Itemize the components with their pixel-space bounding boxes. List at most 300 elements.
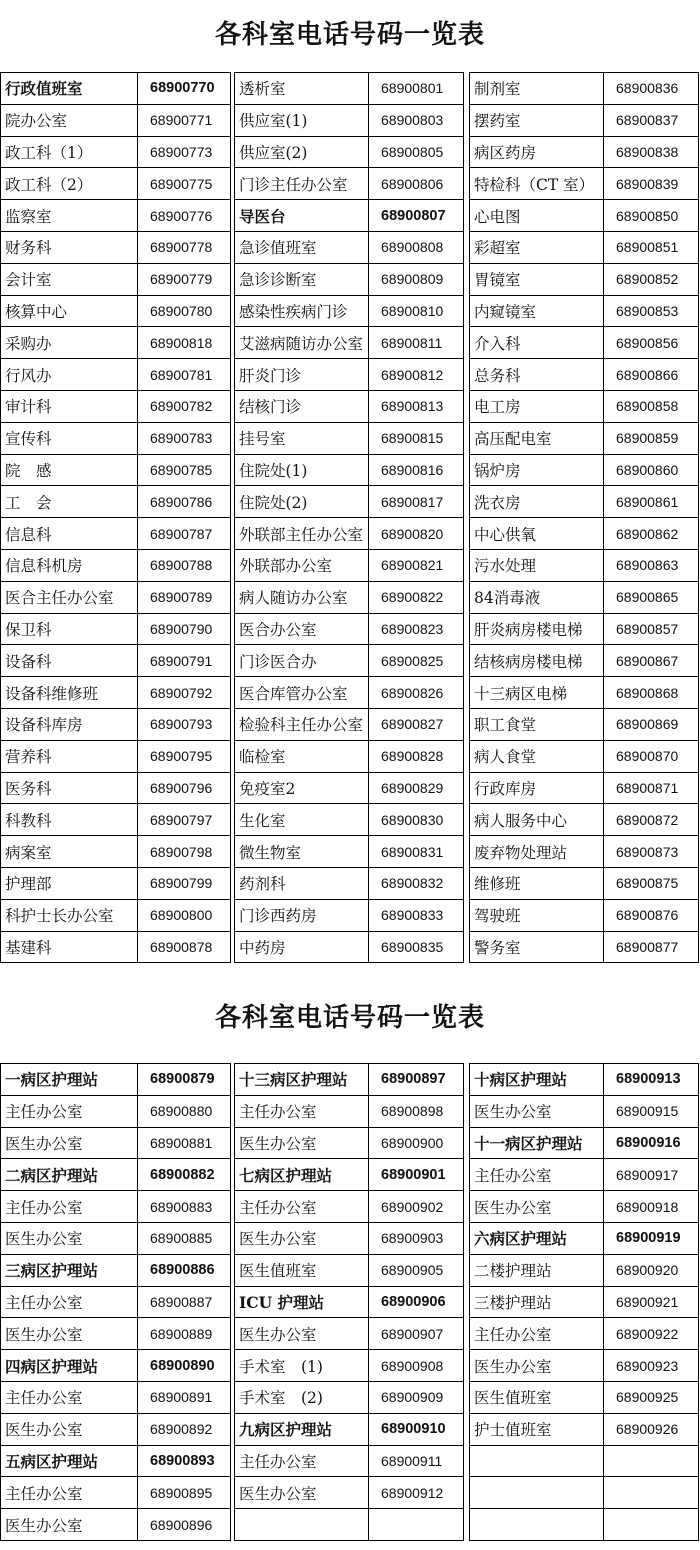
table-row — [235, 581, 464, 613]
table-row — [1, 1318, 231, 1350]
phone-number: 68900882 — [138, 1159, 231, 1191]
department-name: 供应室(1) — [235, 104, 369, 136]
department-name: 医生办公室 — [1, 1318, 138, 1350]
phone-number: 68900821 — [369, 549, 464, 581]
table-row — [470, 1381, 699, 1413]
department-name: 门诊西药房 — [235, 899, 369, 931]
department-name: 电工房 — [470, 390, 604, 422]
table-row — [235, 454, 464, 486]
department-name: 外联部主任办公室 — [235, 518, 369, 550]
department-name: 十三病区护理站 — [235, 1064, 369, 1096]
table-row — [470, 708, 699, 740]
department-name: 医生办公室 — [235, 1222, 369, 1254]
department-name: 医生办公室 — [235, 1477, 369, 1509]
table-row — [235, 359, 464, 391]
department-name: 二楼护理站 — [470, 1254, 604, 1286]
phone-number: 68900902 — [369, 1191, 464, 1223]
phone-number: 68900868 — [604, 677, 699, 709]
department-name: 主任办公室 — [1, 1381, 138, 1413]
department-name: 政工科（1） — [1, 136, 138, 168]
phone-number: 68900908 — [369, 1350, 464, 1382]
phone-number: 68900850 — [604, 200, 699, 232]
department-name: 宣传科 — [1, 422, 138, 454]
table-row — [235, 1254, 464, 1286]
phone-number: 68900792 — [138, 677, 231, 709]
table-row — [1, 1064, 231, 1096]
department-name: 主任办公室 — [1, 1477, 138, 1509]
phone-number: 68900900 — [369, 1127, 464, 1159]
phone-number: 68900851 — [604, 231, 699, 263]
department-name: 透析室 — [235, 73, 369, 105]
department-name: 保卫科 — [1, 613, 138, 645]
table-row — [1, 931, 231, 963]
table-row — [235, 104, 464, 136]
table-row — [470, 104, 699, 136]
table-row — [470, 390, 699, 422]
table-row — [1, 836, 231, 868]
department-name: 三楼护理站 — [470, 1286, 604, 1318]
table-row — [1, 263, 231, 295]
department-name: 中药房 — [235, 931, 369, 963]
directory-column-3 — [469, 72, 699, 963]
table-row — [1, 804, 231, 836]
department-name: 医生办公室 — [1, 1127, 138, 1159]
phone-number: 68900801 — [369, 73, 464, 105]
phone-number: 68900782 — [138, 390, 231, 422]
department-name: 病人食堂 — [470, 740, 604, 772]
table-row — [235, 899, 464, 931]
table-row — [235, 518, 464, 550]
table-row — [1, 581, 231, 613]
phone-number: 68900813 — [369, 390, 464, 422]
phone-number: 68900795 — [138, 740, 231, 772]
table-row — [470, 677, 699, 709]
table-row — [235, 136, 464, 168]
phone-number: 68900781 — [138, 359, 231, 391]
department-name: 介入科 — [470, 327, 604, 359]
department-name: 彩超室 — [470, 231, 604, 263]
department-name: 急诊值班室 — [235, 231, 369, 263]
table-row — [470, 645, 699, 677]
phone-number: 68900903 — [369, 1222, 464, 1254]
phone-number: 68900912 — [369, 1477, 464, 1509]
table-row — [470, 1159, 699, 1191]
table-row — [1, 1095, 231, 1127]
phone-number: 68900797 — [138, 804, 231, 836]
phone-number: 68900818 — [138, 327, 231, 359]
phone-number: 68900811 — [369, 327, 464, 359]
phone-number: 68900830 — [369, 804, 464, 836]
table-row — [470, 168, 699, 200]
table-row — [1, 867, 231, 899]
phone-number: 68900809 — [369, 263, 464, 295]
phone-number: 68900878 — [138, 931, 231, 963]
phone-number: 68900911 — [369, 1445, 464, 1477]
phone-number: 68900873 — [604, 836, 699, 868]
section1-title: 各科室电话号码一览表 — [214, 20, 485, 50]
department-name: 医生值班室 — [235, 1254, 369, 1286]
department-name: 监察室 — [1, 200, 138, 232]
phone-number: 68900889 — [138, 1318, 231, 1350]
phone-number: 68900852 — [604, 263, 699, 295]
department-name: 营养科 — [1, 740, 138, 772]
table-row — [1, 1286, 231, 1318]
department-name: 信息科机房 — [1, 549, 138, 581]
department-name: 手术室 (1) — [235, 1350, 369, 1382]
table-row — [235, 1318, 464, 1350]
table-row — [1, 168, 231, 200]
table-row — [1, 645, 231, 677]
department-name: 审计科 — [1, 390, 138, 422]
phone-number: 68900877 — [604, 931, 699, 963]
phone-number: 68900860 — [604, 454, 699, 486]
department-name: 外联部办公室 — [235, 549, 369, 581]
phone-number: 68900775 — [138, 168, 231, 200]
department-name: 医生办公室 — [235, 1127, 369, 1159]
phone-number: 68900858 — [604, 390, 699, 422]
directory-column-3 — [469, 1063, 699, 1541]
department-name: 医生办公室 — [235, 1318, 369, 1350]
department-name: 主任办公室 — [235, 1445, 369, 1477]
phone-number: 68900808 — [369, 231, 464, 263]
table-row — [1, 1413, 231, 1445]
phone-number: 68900833 — [369, 899, 464, 931]
phone-number: 68900780 — [138, 295, 231, 327]
table-row — [470, 327, 699, 359]
department-name: 污水处理 — [470, 549, 604, 581]
table-row — [1, 200, 231, 232]
phone-number: 68900896 — [138, 1509, 231, 1541]
phone-number: 68900837 — [604, 104, 699, 136]
table-row — [470, 581, 699, 613]
department-name: 急诊诊断室 — [235, 263, 369, 295]
phone-number: 68900875 — [604, 867, 699, 899]
department-name: 锅炉房 — [470, 454, 604, 486]
table-row — [235, 740, 464, 772]
department-name: 行政值班室 — [1, 73, 138, 105]
table-row — [470, 1064, 699, 1096]
table-row — [470, 1286, 699, 1318]
department-name: 主任办公室 — [470, 1159, 604, 1191]
phone-number: 68900862 — [604, 518, 699, 550]
directory-column-2 — [234, 1063, 464, 1541]
table-row — [1, 772, 231, 804]
table-row — [470, 931, 699, 963]
phone-number: 68900783 — [138, 422, 231, 454]
department-name: 中心供氧 — [470, 518, 604, 550]
phone-number: 68900839 — [604, 168, 699, 200]
department-name: 肝炎病房楼电梯 — [470, 613, 604, 645]
department-name: 二病区护理站 — [1, 1159, 138, 1191]
phone-number: 68900791 — [138, 645, 231, 677]
phone-number: 68900836 — [604, 73, 699, 105]
table-row — [1, 1254, 231, 1286]
phone-number: 68900916 — [604, 1127, 699, 1159]
department-name: 病人服务中心 — [470, 804, 604, 836]
table-row — [470, 231, 699, 263]
department-name: 生化室 — [235, 804, 369, 836]
phone-number: 68900838 — [604, 136, 699, 168]
table-row — [1, 295, 231, 327]
directory-column-1 — [0, 1063, 231, 1541]
department-name: 设备科库房 — [1, 708, 138, 740]
table-row — [235, 1191, 464, 1223]
table-row — [470, 549, 699, 581]
table-row — [1, 390, 231, 422]
table-row — [235, 200, 464, 232]
table-row — [470, 1445, 699, 1477]
phone-number: 68900893 — [138, 1445, 231, 1477]
department-name: 导医台 — [235, 200, 369, 232]
table-row — [235, 1350, 464, 1382]
table-row — [235, 327, 464, 359]
table-row — [470, 867, 699, 899]
department-name: 感染性疾病门诊 — [235, 295, 369, 327]
table-row — [470, 1191, 699, 1223]
phone-number: 68900789 — [138, 581, 231, 613]
table-row — [1, 454, 231, 486]
department-name: 内窥镜室 — [470, 295, 604, 327]
phone-number: 68900807 — [369, 200, 464, 232]
table-row — [235, 1095, 464, 1127]
table-row — [1, 486, 231, 518]
department-name: 主任办公室 — [470, 1318, 604, 1350]
phone-number: 68900892 — [138, 1413, 231, 1445]
table-row — [235, 1064, 464, 1096]
section2-title: 各科室电话号码一览表 — [214, 1003, 485, 1033]
phone-number: 68900798 — [138, 836, 231, 868]
department-name: 科教科 — [1, 804, 138, 836]
department-name: 高压配电室 — [470, 422, 604, 454]
table-row — [1, 1509, 231, 1541]
department-name: 微生物室 — [235, 836, 369, 868]
department-name: 十三病区电梯 — [470, 677, 604, 709]
phone-number: 68900907 — [369, 1318, 464, 1350]
department-name: 供应室(2) — [235, 136, 369, 168]
department-name: 院 感 — [1, 454, 138, 486]
table-row — [470, 1095, 699, 1127]
table-row — [470, 1477, 699, 1509]
table-row — [1, 1350, 231, 1382]
phone-number: 68900920 — [604, 1254, 699, 1286]
table-row — [235, 295, 464, 327]
phone-number: 68900906 — [369, 1286, 464, 1318]
phone-number: 68900805 — [369, 136, 464, 168]
table-row — [235, 263, 464, 295]
phone-number: 68900803 — [369, 104, 464, 136]
department-name: 设备科 — [1, 645, 138, 677]
phone-number: 68900853 — [604, 295, 699, 327]
table-row — [470, 613, 699, 645]
department-name: 结核门诊 — [235, 390, 369, 422]
table-row — [470, 422, 699, 454]
department-name: 医生办公室 — [470, 1095, 604, 1127]
department-name — [470, 1509, 604, 1541]
department-name: 主任办公室 — [1, 1191, 138, 1223]
table-row — [1, 1222, 231, 1254]
table-row — [470, 73, 699, 105]
phone-number: 68900859 — [604, 422, 699, 454]
table-row — [235, 231, 464, 263]
department-name: 主任办公室 — [235, 1095, 369, 1127]
table-row — [470, 518, 699, 550]
phone-number: 68900799 — [138, 867, 231, 899]
department-name: 基建科 — [1, 931, 138, 963]
department-name: 心电图 — [470, 200, 604, 232]
phone-number: 68900880 — [138, 1095, 231, 1127]
table-row — [235, 708, 464, 740]
directory-column-2 — [234, 72, 464, 963]
table-row — [1, 73, 231, 105]
table-row — [1, 422, 231, 454]
table-row — [470, 1318, 699, 1350]
table-row — [235, 549, 464, 581]
department-name: 七病区护理站 — [235, 1159, 369, 1191]
table-row — [235, 1381, 464, 1413]
phone-number: 68900788 — [138, 549, 231, 581]
phone-number: 68900922 — [604, 1318, 699, 1350]
phone-number: 68900866 — [604, 359, 699, 391]
phone-number: 68900885 — [138, 1222, 231, 1254]
phone-number: 68900825 — [369, 645, 464, 677]
phone-number: 68900790 — [138, 613, 231, 645]
department-name: 警务室 — [470, 931, 604, 963]
phone-number: 68900857 — [604, 613, 699, 645]
phone-number: 68900917 — [604, 1159, 699, 1191]
table-row — [235, 931, 464, 963]
table-row — [235, 1477, 464, 1509]
phone-number: 68900905 — [369, 1254, 464, 1286]
department-name: 医合主任办公室 — [1, 581, 138, 613]
department-name: 一病区护理站 — [1, 1064, 138, 1096]
table-row — [1, 359, 231, 391]
department-name — [470, 1477, 604, 1509]
phone-number: 68900823 — [369, 613, 464, 645]
phone-number: 68900879 — [138, 1064, 231, 1096]
phone-number: 68900816 — [369, 454, 464, 486]
phone-number: 68900890 — [138, 1350, 231, 1382]
phone-number: 68900800 — [138, 899, 231, 931]
phone-number: 68900829 — [369, 772, 464, 804]
department-name: 行风办 — [1, 359, 138, 391]
phone-number: 68900770 — [138, 73, 231, 105]
phone-number: 68900915 — [604, 1095, 699, 1127]
phone-number: 68900796 — [138, 772, 231, 804]
department-name: 病案室 — [1, 836, 138, 868]
department-name: 门诊医合办 — [235, 645, 369, 677]
table-row — [470, 486, 699, 518]
department-name: 挂号室 — [235, 422, 369, 454]
phone-number: 68900881 — [138, 1127, 231, 1159]
table-row — [470, 772, 699, 804]
phone-number: 68900876 — [604, 899, 699, 931]
department-name: 设备科维修班 — [1, 677, 138, 709]
department-name: 特检科（CT 室） — [470, 168, 604, 200]
phone-number: 68900787 — [138, 518, 231, 550]
phone-number: 68900835 — [369, 931, 464, 963]
department-name: 主任办公室 — [1, 1286, 138, 1318]
table-row — [470, 1350, 699, 1382]
department-name: 十一病区护理站 — [470, 1127, 604, 1159]
department-name: 驾驶班 — [470, 899, 604, 931]
phone-number: 68900913 — [604, 1064, 699, 1096]
phone-number: 68900926 — [604, 1413, 699, 1445]
table-row — [235, 613, 464, 645]
table-row — [1, 104, 231, 136]
table-row — [470, 1254, 699, 1286]
phone-number: 68900776 — [138, 200, 231, 232]
department-name: 肝炎门诊 — [235, 359, 369, 391]
table-row — [1, 1191, 231, 1223]
phone-number: 68900771 — [138, 104, 231, 136]
table-row — [235, 677, 464, 709]
department-name: 检验科主任办公室 — [235, 708, 369, 740]
table-row — [1, 1381, 231, 1413]
phone-number: 68900812 — [369, 359, 464, 391]
department-name: 免疫室2 — [235, 772, 369, 804]
table-row — [235, 168, 464, 200]
department-name: ICU 护理站 — [235, 1286, 369, 1318]
phone-number: 68900778 — [138, 231, 231, 263]
table-row — [470, 1509, 699, 1541]
department-name: 九病区护理站 — [235, 1413, 369, 1445]
table-row — [470, 899, 699, 931]
phone-number: 68900901 — [369, 1159, 464, 1191]
department-name: 洗衣房 — [470, 486, 604, 518]
department-name: 十病区护理站 — [470, 1064, 604, 1096]
table-row — [235, 1222, 464, 1254]
department-name: 五病区护理站 — [1, 1445, 138, 1477]
phone-number — [604, 1445, 699, 1477]
table-row — [470, 1413, 699, 1445]
department-name: 84消毒液 — [470, 581, 604, 613]
table-row — [1, 549, 231, 581]
department-name: 门诊主任办公室 — [235, 168, 369, 200]
department-name: 行政库房 — [470, 772, 604, 804]
phone-number: 68900897 — [369, 1064, 464, 1096]
table-row — [1, 231, 231, 263]
table-row — [1, 899, 231, 931]
department-name — [470, 1445, 604, 1477]
phone-number: 68900865 — [604, 581, 699, 613]
table-row — [235, 1127, 464, 1159]
department-name: 住院处(1) — [235, 454, 369, 486]
phone-number: 68900871 — [604, 772, 699, 804]
department-name: 医生办公室 — [470, 1191, 604, 1223]
table-row — [470, 836, 699, 868]
department-name: 临检室 — [235, 740, 369, 772]
department-name: 护理部 — [1, 867, 138, 899]
phone-number: 68900822 — [369, 581, 464, 613]
table-row — [1, 518, 231, 550]
phone-number: 68900779 — [138, 263, 231, 295]
table-row — [470, 359, 699, 391]
department-name: 采购办 — [1, 327, 138, 359]
table-row — [235, 804, 464, 836]
department-name: 艾滋病随访办公室 — [235, 327, 369, 359]
phone-number — [369, 1509, 464, 1541]
department-name: 手术室 (2) — [235, 1381, 369, 1413]
department-name: 主任办公室 — [235, 1191, 369, 1223]
phone-number: 68900831 — [369, 836, 464, 868]
phone-number: 68900919 — [604, 1222, 699, 1254]
table-row — [235, 867, 464, 899]
department-name: 胃镜室 — [470, 263, 604, 295]
department-name: 六病区护理站 — [470, 1222, 604, 1254]
table-row — [470, 454, 699, 486]
department-name: 摆药室 — [470, 104, 604, 136]
phone-number: 68900773 — [138, 136, 231, 168]
